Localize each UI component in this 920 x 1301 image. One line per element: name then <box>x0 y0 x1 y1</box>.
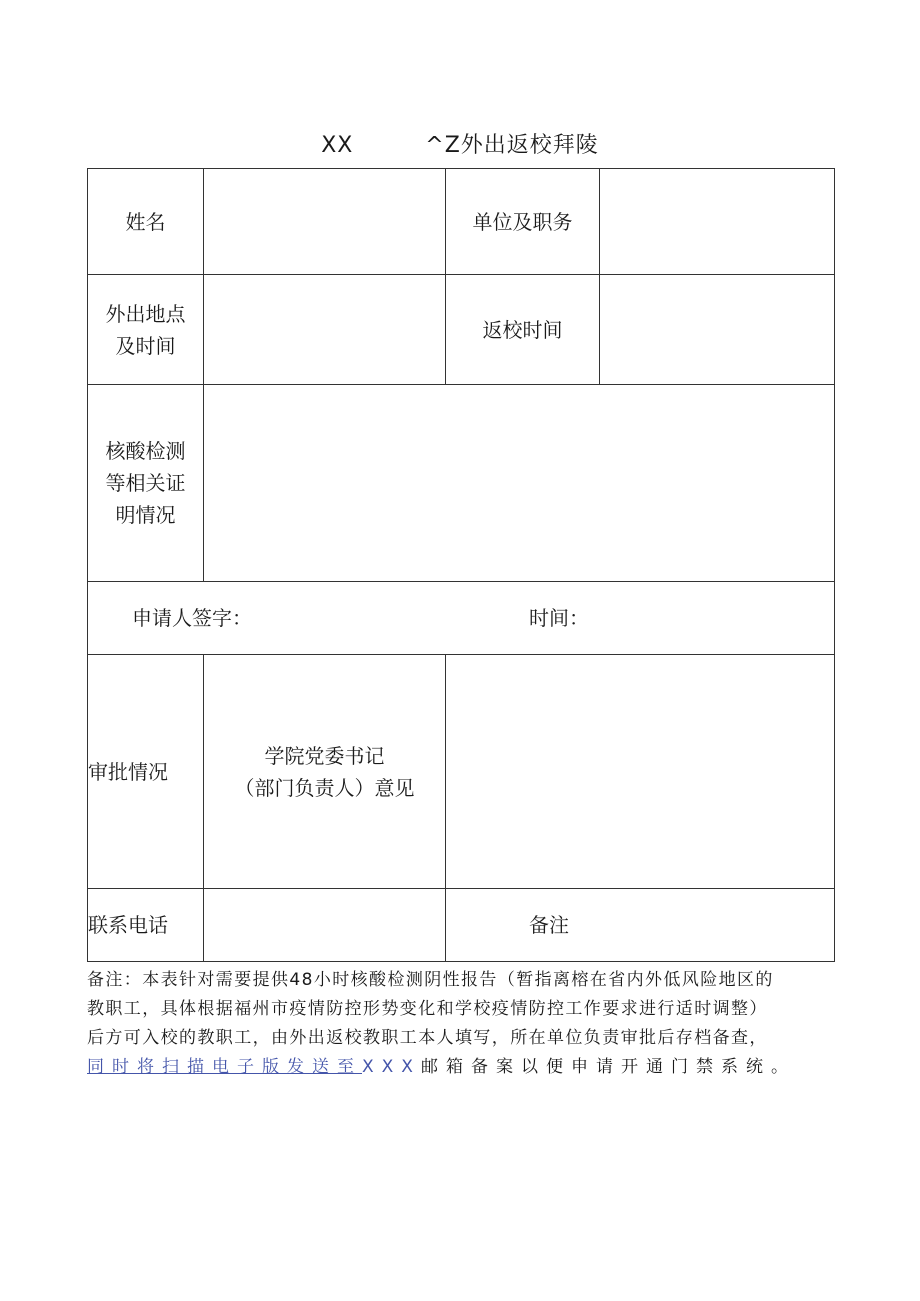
note-line4-rest: 邮箱备案以便申请开通门禁系统。 <box>420 1057 796 1077</box>
note-line2: 教职工，具体根据福州市疫情防控形势变化和学校疫情防控工作要求进行适时调整） <box>87 999 768 1019</box>
unit-field[interactable] <box>600 169 835 275</box>
proof-label-line2: 等相关证 <box>105 471 186 495</box>
trip-label <box>88 275 204 385</box>
form-row-name <box>88 169 835 275</box>
footnote <box>87 966 835 1082</box>
note-line3: 后方可入校的教职工，由外出返校教职工本人填写，所在单位负责审批后存档备查， <box>87 1028 768 1048</box>
note-email-placeholder: XXX <box>362 1057 421 1077</box>
time-label: 时间： <box>529 606 589 630</box>
return-label: 返校时间 <box>446 275 600 385</box>
trip-label-line1: 外出地点 <box>105 301 186 326</box>
trip-label-line2: 及时间 <box>115 333 176 358</box>
remark-label: 备注 <box>529 913 569 937</box>
note-line1: 备注：本表针对需要提供48小时核酸检测阴性报告（暂指离榕在省内外低风险地区的 <box>87 970 774 990</box>
remark-cell[interactable] <box>446 889 835 962</box>
trip-field[interactable] <box>204 275 446 385</box>
opinion-label-line2: （部门负责人）意见 <box>234 775 415 800</box>
approval-label: 审批情况 <box>88 655 204 889</box>
unit-label: 单位及职务 <box>446 169 600 275</box>
note-link[interactable]: 同时将扫描电子版发送至 <box>87 1057 362 1077</box>
name-field[interactable] <box>204 169 446 275</box>
opinion-label <box>204 655 446 889</box>
return-field[interactable] <box>600 275 835 385</box>
form-row-approval <box>88 655 835 889</box>
signature-cell[interactable] <box>88 582 835 655</box>
phone-field[interactable] <box>204 889 446 962</box>
application-form <box>87 168 835 962</box>
opinion-label-line1: 学院党委书记 <box>264 743 385 768</box>
form-row-trip <box>88 275 835 385</box>
proof-label <box>88 385 204 582</box>
form-row-proof <box>88 385 835 582</box>
phone-label: 联系电话 <box>88 889 204 962</box>
form-row-signature <box>88 582 835 655</box>
proof-label-line1: 核酸检测 <box>105 439 186 463</box>
signature-label: 申请人签字： <box>132 606 252 630</box>
name-label: 姓名 <box>88 169 204 275</box>
opinion-field[interactable] <box>446 655 835 889</box>
page-title: XX ^Z外出返校拜陵 <box>321 133 599 158</box>
proof-field[interactable] <box>204 385 835 582</box>
form-row-contact <box>88 889 835 962</box>
proof-label-line3: 明情况 <box>115 503 176 527</box>
note-line4 <box>87 1053 835 1082</box>
